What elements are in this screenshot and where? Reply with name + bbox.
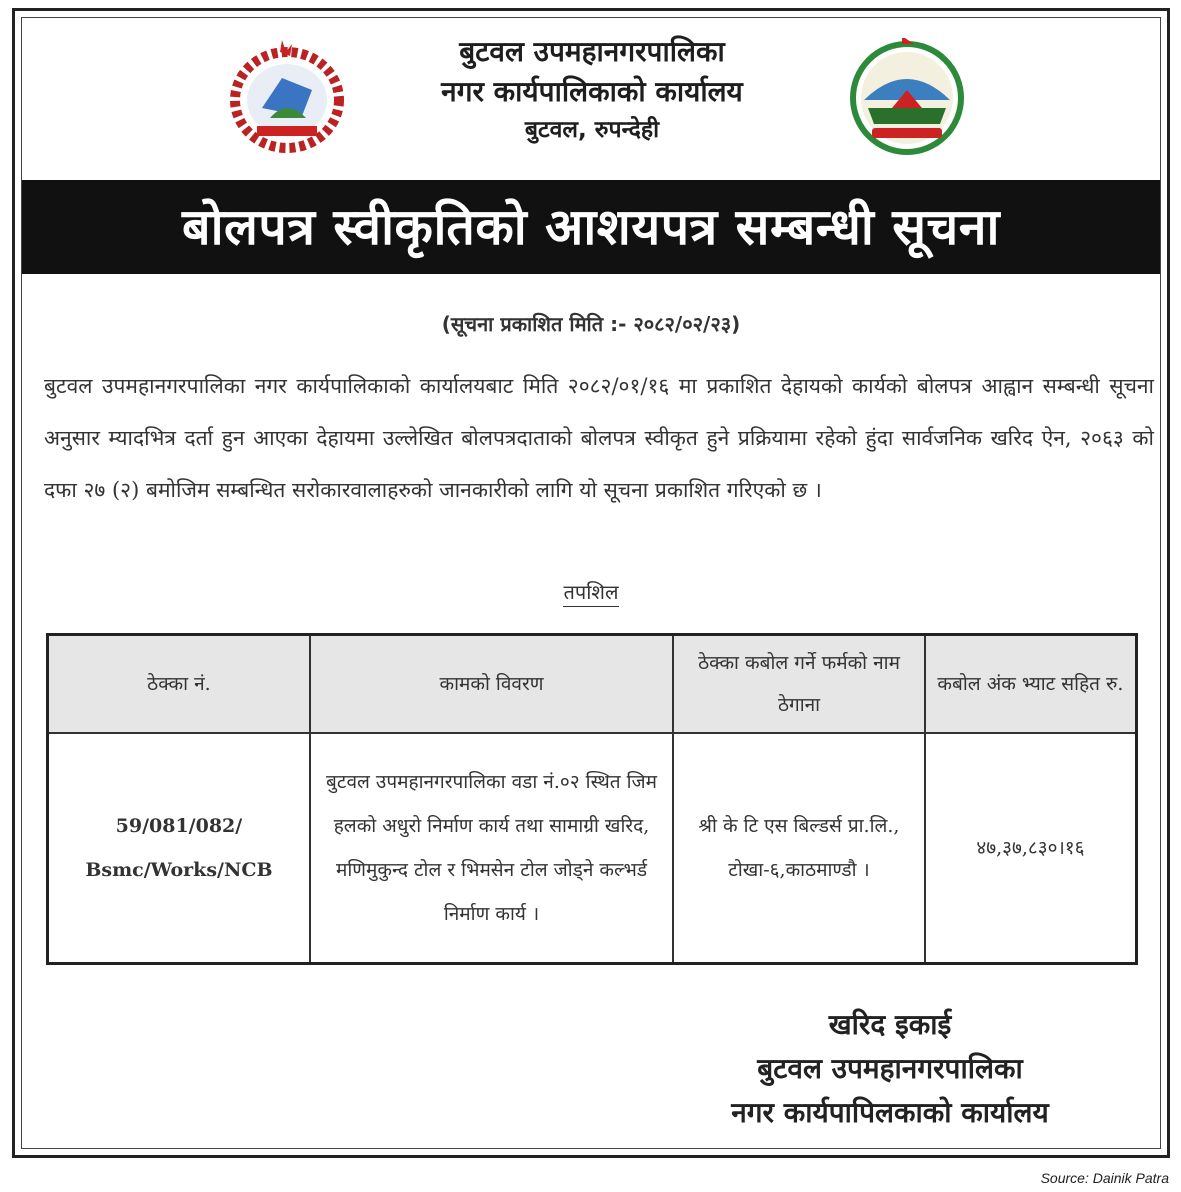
signoff-unit: खरिद इकाई bbox=[828, 1008, 952, 1041]
published-date: (सूचना प्रकाशित मिति :- २०८२/०२/२३) bbox=[441, 312, 741, 336]
cell-bid-amount: ४७,३७,८३०।१६ bbox=[925, 733, 1137, 964]
details-label bbox=[22, 578, 1160, 605]
notice-title: बोलपत्र स्वीकृतिको आशयपत्र सम्बन्धी सूचना bbox=[22, 180, 1160, 274]
notice-inner-border bbox=[21, 17, 1161, 1149]
office-department: नगर कार्यपालिकाको कार्यालय bbox=[441, 75, 743, 108]
header-contract-no: ठेक्का नं. bbox=[48, 635, 310, 734]
signoff-municipality: बुटवल उपमहानगरपालिका bbox=[757, 1052, 1023, 1085]
cell-work-description: बुटवल उपमहानगरपालिका वडा नं.०२ स्थित जिम हलको अधुरो निर्माण कार्य तथा सामाग्री खरिद, मणिमुकुन्द टोल र भिमसेन टोल जोड्ने कल्भर्ड निर्माण कार्य । bbox=[310, 733, 673, 964]
signoff-block bbox=[660, 1003, 1120, 1135]
office-heading bbox=[342, 32, 842, 148]
notice-frame bbox=[12, 8, 1170, 1158]
table-header-row bbox=[48, 635, 1137, 734]
contract-table bbox=[46, 633, 1138, 965]
office-location: बुटवल, रुपन्देही bbox=[524, 117, 660, 143]
notice-body: बुटवल उपमहानगरपालिका नगर कार्यपालिकाको कार्यालयबाट मिति २०८२/०१/१६ मा प्रकाशित देहायको कार्यको बोलपत्र आह्वान सम्बन्धी सूचना अनुसार म्यादभित्र दर्ता हुन आएका देहायमा उल्लेखित बोलपत्रदाताको बोलपत्र स्वीकृत हुने प्रक्रियामा रहेको हुंदा सार्वजनिक खरिद ऐन, २०६३ को दफा २७ (२) बमोजिम सम्बन्धित सरोकारवालाहरुको जानकारीको लागि यो सूचना प्रकाशित गरिएको छ । bbox=[44, 374, 1154, 502]
source-credit: Source: Dainik Patra bbox=[1040, 1170, 1169, 1186]
notice-header bbox=[22, 18, 1160, 178]
cell-firm-name-address: श्री के टि एस बिल्डर्स प्रा.लि., टोखा-६,काठमाण्डौ । bbox=[673, 733, 925, 964]
office-name: बुटवल उपमहानगरपालिका bbox=[459, 35, 725, 68]
header-work-description: कामको विवरण bbox=[310, 635, 673, 734]
cell-contract-no: 59/081/082/ Bsmc/Works/NCB bbox=[48, 733, 310, 964]
table-row bbox=[48, 733, 1137, 964]
details-label-text: तपशिल bbox=[563, 580, 618, 607]
municipality-logo-icon bbox=[842, 38, 972, 158]
header-firm-name-address: ठेक्का कबोल गर्ने फर्मको नाम ठेगाना bbox=[673, 635, 925, 734]
government-emblem-icon bbox=[222, 38, 352, 158]
header-bid-amount: कबोल अंक भ्याट सहित रु. bbox=[925, 635, 1137, 734]
signoff-office: नगर कार्यपापिलकाको कार्यालय bbox=[731, 1096, 1049, 1129]
